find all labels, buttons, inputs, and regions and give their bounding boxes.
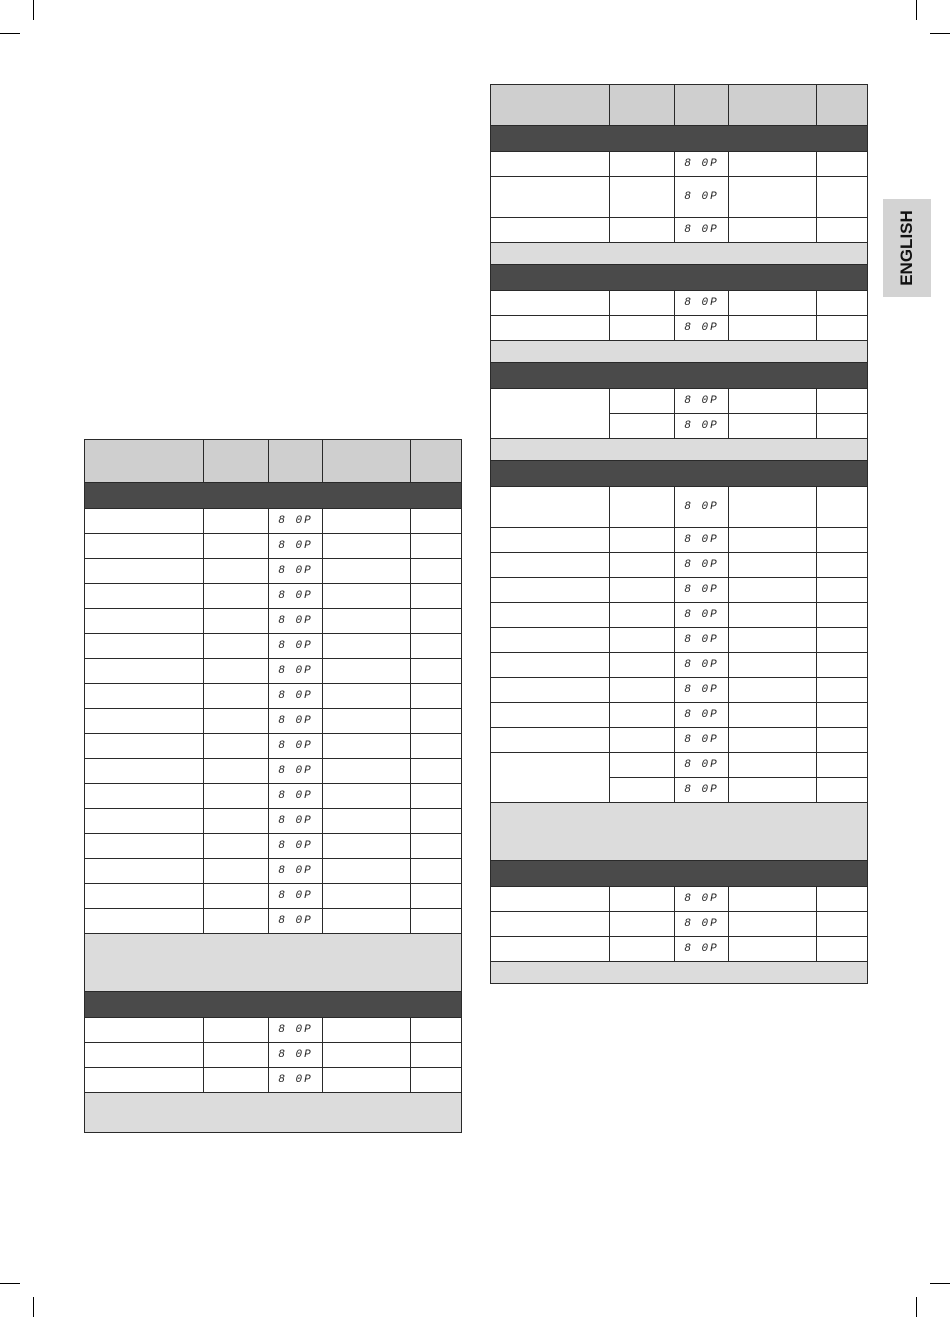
table-row: [491, 628, 868, 653]
display-code: 8 0P: [278, 890, 313, 902]
display-code: 8 0P: [684, 501, 719, 513]
table-row: [491, 912, 868, 937]
display-code: 8 0P: [684, 395, 719, 407]
section-row: [85, 483, 462, 509]
table-row: [85, 709, 462, 734]
section-row: [491, 861, 868, 887]
section-row: [491, 363, 868, 389]
note-row: [491, 962, 868, 984]
display-code: 8 0P: [684, 584, 719, 596]
display-code: 8 0P: [278, 1049, 313, 1061]
table-row: [85, 784, 462, 809]
table-row: [491, 487, 868, 528]
table-row: [491, 703, 868, 728]
table-row: [491, 653, 868, 678]
display-code: 8 0P: [684, 534, 719, 546]
table-row: [85, 634, 462, 659]
note-row: [85, 934, 462, 992]
language-tab-label: ENGLISH: [897, 210, 916, 286]
display-code: 8 0P: [684, 734, 719, 746]
section-row: [491, 126, 868, 152]
table-row: [491, 389, 868, 414]
crop-mark: [0, 1283, 20, 1284]
crop-mark: [33, 0, 34, 20]
note-row: [491, 341, 868, 363]
display-code: 8 0P: [278, 665, 313, 677]
table-row: [85, 559, 462, 584]
table-row: [491, 753, 868, 778]
crop-mark: [930, 33, 950, 34]
display-code: 8 0P: [278, 690, 313, 702]
display-code: 8 0P: [278, 815, 313, 827]
table-row: [85, 1018, 462, 1043]
table-row: [491, 578, 868, 603]
display-code: 8 0P: [684, 158, 719, 170]
crop-mark: [0, 33, 20, 34]
table-row: [491, 218, 868, 243]
settings-table-left: [84, 439, 462, 1133]
table-row: [85, 734, 462, 759]
display-code: 8 0P: [278, 765, 313, 777]
display-code: 8 0P: [684, 634, 719, 646]
display-code: 8 0P: [278, 740, 313, 752]
table-row: [491, 291, 868, 316]
display-code: 8 0P: [684, 709, 719, 721]
table-row: [85, 1043, 462, 1068]
note-row: [85, 1093, 462, 1133]
display-code: 8 0P: [278, 640, 313, 652]
table-row: [85, 834, 462, 859]
display-code: 8 0P: [278, 565, 313, 577]
display-code: 8 0P: [684, 224, 719, 236]
table-row: [85, 884, 462, 909]
note-row: [491, 803, 868, 861]
display-code: 8 0P: [278, 615, 313, 627]
table-row: [85, 909, 462, 934]
crop-mark: [33, 1297, 34, 1317]
table-row: [491, 937, 868, 962]
table-row: [491, 678, 868, 703]
table-header-row: [85, 440, 462, 483]
section-row: [491, 265, 868, 291]
crop-mark: [930, 1283, 950, 1284]
crop-mark: [916, 1297, 917, 1317]
display-code: 8 0P: [684, 659, 719, 671]
display-code: 8 0P: [684, 784, 719, 796]
table-row: [491, 316, 868, 341]
table-row: [491, 553, 868, 578]
display-code: 8 0P: [278, 840, 313, 852]
note-row: [491, 439, 868, 461]
language-tab: [883, 199, 931, 297]
display-code: 8 0P: [684, 759, 719, 771]
display-code: 8 0P: [684, 420, 719, 432]
table-row: [491, 887, 868, 912]
display-code: 8 0P: [684, 893, 719, 905]
display-code: 8 0P: [684, 918, 719, 930]
table-row: [491, 603, 868, 628]
table-row: [491, 152, 868, 177]
display-code: 8 0P: [278, 790, 313, 802]
display-code: 8 0P: [684, 191, 719, 203]
display-code: 8 0P: [684, 297, 719, 309]
display-code: 8 0P: [684, 943, 719, 955]
display-code: 8 0P: [278, 865, 313, 877]
display-code: 8 0P: [684, 609, 719, 621]
table-row: [85, 1068, 462, 1093]
settings-table-right: [490, 84, 868, 984]
display-code: 8 0P: [684, 559, 719, 571]
table-row: [85, 534, 462, 559]
display-code: 8 0P: [278, 715, 313, 727]
table-row: [85, 759, 462, 784]
table-row: [491, 528, 868, 553]
display-code: 8 0P: [278, 590, 313, 602]
table-row: [85, 609, 462, 634]
display-code: 8 0P: [278, 915, 313, 927]
table-row: [85, 859, 462, 884]
note-row: [491, 243, 868, 265]
table-row: [85, 584, 462, 609]
display-code: 8 0P: [278, 1074, 313, 1086]
display-code: 8 0P: [684, 684, 719, 696]
display-code: 8 0P: [278, 515, 313, 527]
display-code: 8 0P: [278, 1024, 313, 1036]
display-code: 8 0P: [278, 540, 313, 552]
table-row: [491, 728, 868, 753]
crop-mark: [916, 0, 917, 20]
section-row: [491, 461, 868, 487]
display-code: 8 0P: [684, 322, 719, 334]
table-header-row: [491, 85, 868, 126]
table-row: [85, 809, 462, 834]
section-row: [85, 992, 462, 1018]
table-row: [85, 509, 462, 534]
table-row: [85, 659, 462, 684]
table-row: [85, 684, 462, 709]
table-row: [491, 177, 868, 218]
